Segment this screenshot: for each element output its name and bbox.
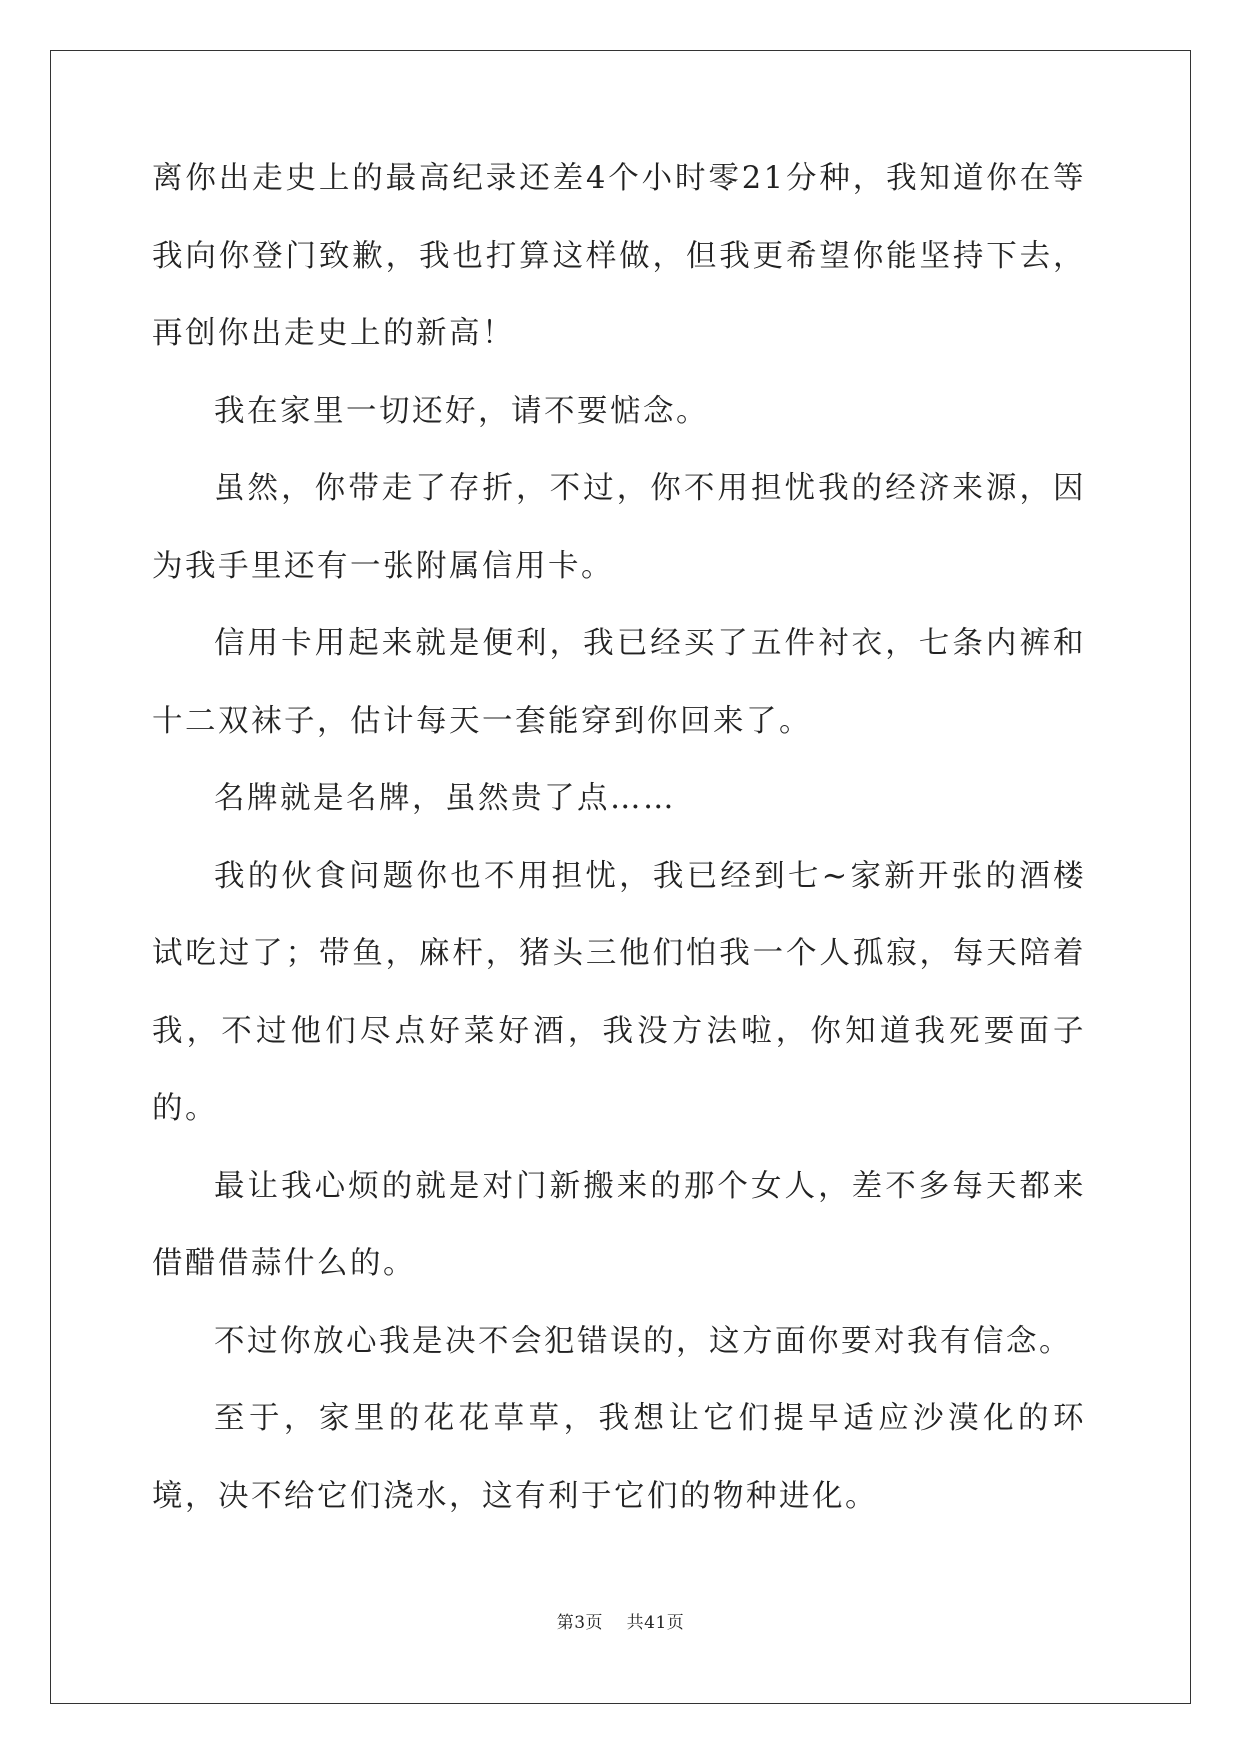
footer-spacer — [603, 1613, 627, 1633]
paragraph: 至于，家里的花花草草，我想让它们提早适应沙漠化的环境，决不给它们浇水，这有利于它们的物种进化。 — [152, 1401, 1086, 1514]
paragraph: 信用卡用起来就是便利，我已经买了五件衬衣，七条内裤和十二双袜子，估计每天一套能穿到你回来了。 — [152, 626, 1086, 739]
page-footer — [0, 1608, 1241, 1633]
page-total: 共41页 — [626, 1613, 685, 1633]
paragraph: 我在家里一切还好，请不要惦念。 — [214, 393, 709, 429]
paragraph-continued: 离你出走史上的最高纪录还差4个小时零21分种，我知道你在等我向你登门致歉，我也打算这样做，但我更希望你能坚持下去，再创你出走史上的新高！ — [152, 161, 1086, 351]
paragraph: 最让我心烦的就是对门新搬来的那个女人，差不多每天都来借醋借蒜什么的。 — [152, 1168, 1086, 1281]
paragraph: 虽然，你带走了存折，不过，你不用担忧我的经济来源，因为我手里还有一张附属信用卡。 — [152, 471, 1086, 584]
paragraph: 我的伙食问题你也不用担忧，我已经到七~家新开张的酒楼试吃过了；带鱼，麻杆，猪头三他们怕我一个人孤寂，每天陪着我，不过他们尽点好菜好酒，我没方法啦，你知道我死要面子的。 — [152, 858, 1086, 1126]
page-number: 第3页 — [556, 1613, 604, 1633]
paragraph: 名牌就是名牌，虽然贵了点…… — [214, 781, 676, 816]
paragraph: 不过你放心我是决不会犯错误的，这方面你要对我有信念。 — [214, 1323, 1072, 1359]
document-body — [152, 160, 1086, 1535]
